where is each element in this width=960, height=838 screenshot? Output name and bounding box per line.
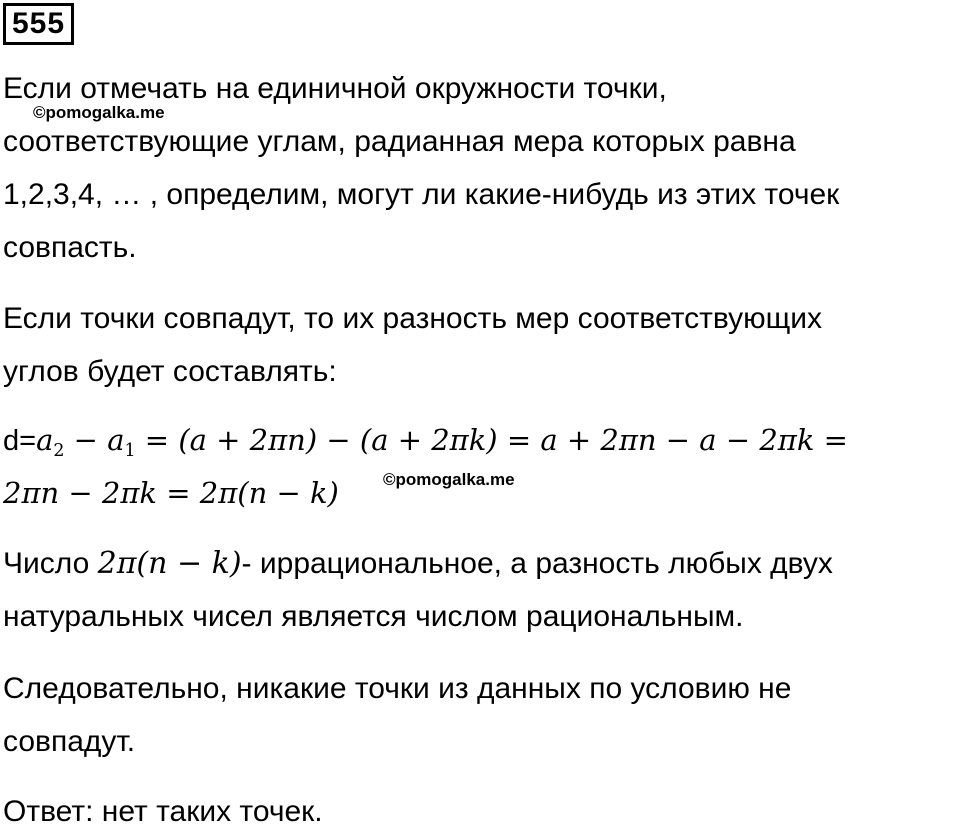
watermark-formula: ©pomogalka.me [383, 470, 515, 489]
conclusion-line-1: Следовательно, никакие точки из данных по условию не [3, 672, 792, 705]
irrational-line-2: натуральных чисел является числом рациональным. [3, 600, 744, 633]
conclusion-line-2: совпадут. [3, 725, 136, 758]
intro-line-3: 1,2,3,4, … , определим, могут ли какие-нибудь из этих точек [3, 178, 840, 211]
formula-prefix: d= [3, 425, 37, 457]
irrational-line-1: Число 2π(n − k)- иррациональное, а разность любых двух [3, 546, 833, 581]
irrational-expression: 2π(n − k) [97, 546, 242, 581]
intro-paragraph [3, 62, 958, 274]
conclusion-paragraph [3, 662, 958, 768]
formula-a2: $a_2$ [36, 423, 65, 462]
answer-line: Ответ: нет таких точек. [3, 795, 323, 828]
formula-a1: $a_1$ [107, 423, 136, 462]
intro-line-4: совпасть. [3, 231, 137, 264]
formula-expansion: = (a + 2πn) − (a + 2πk) = a + 2πn − a − 2πk = [135, 423, 848, 457]
formula-line-2: 2πn − 2πk = 2π(n − k) [3, 476, 339, 510]
formula-minus: − [64, 423, 108, 457]
irrational-paragraph [3, 537, 958, 643]
formula-block [3, 414, 958, 520]
intro-line-1: Если отмечать на единичной окружности точки, [3, 72, 667, 105]
difference-paragraph [3, 292, 958, 398]
watermark-top: ©pomogalka.me [33, 103, 165, 122]
formula-line-1 [3, 414, 958, 467]
difference-line-1: Если точки совпадут, то их разность мер соответствующих [3, 302, 823, 335]
difference-line-2: углов будет составлять: [3, 355, 337, 388]
task-number-badge: 555 [3, 3, 74, 45]
intro-line-2: соответствующие углам, радианная мера которых равна [3, 125, 796, 158]
